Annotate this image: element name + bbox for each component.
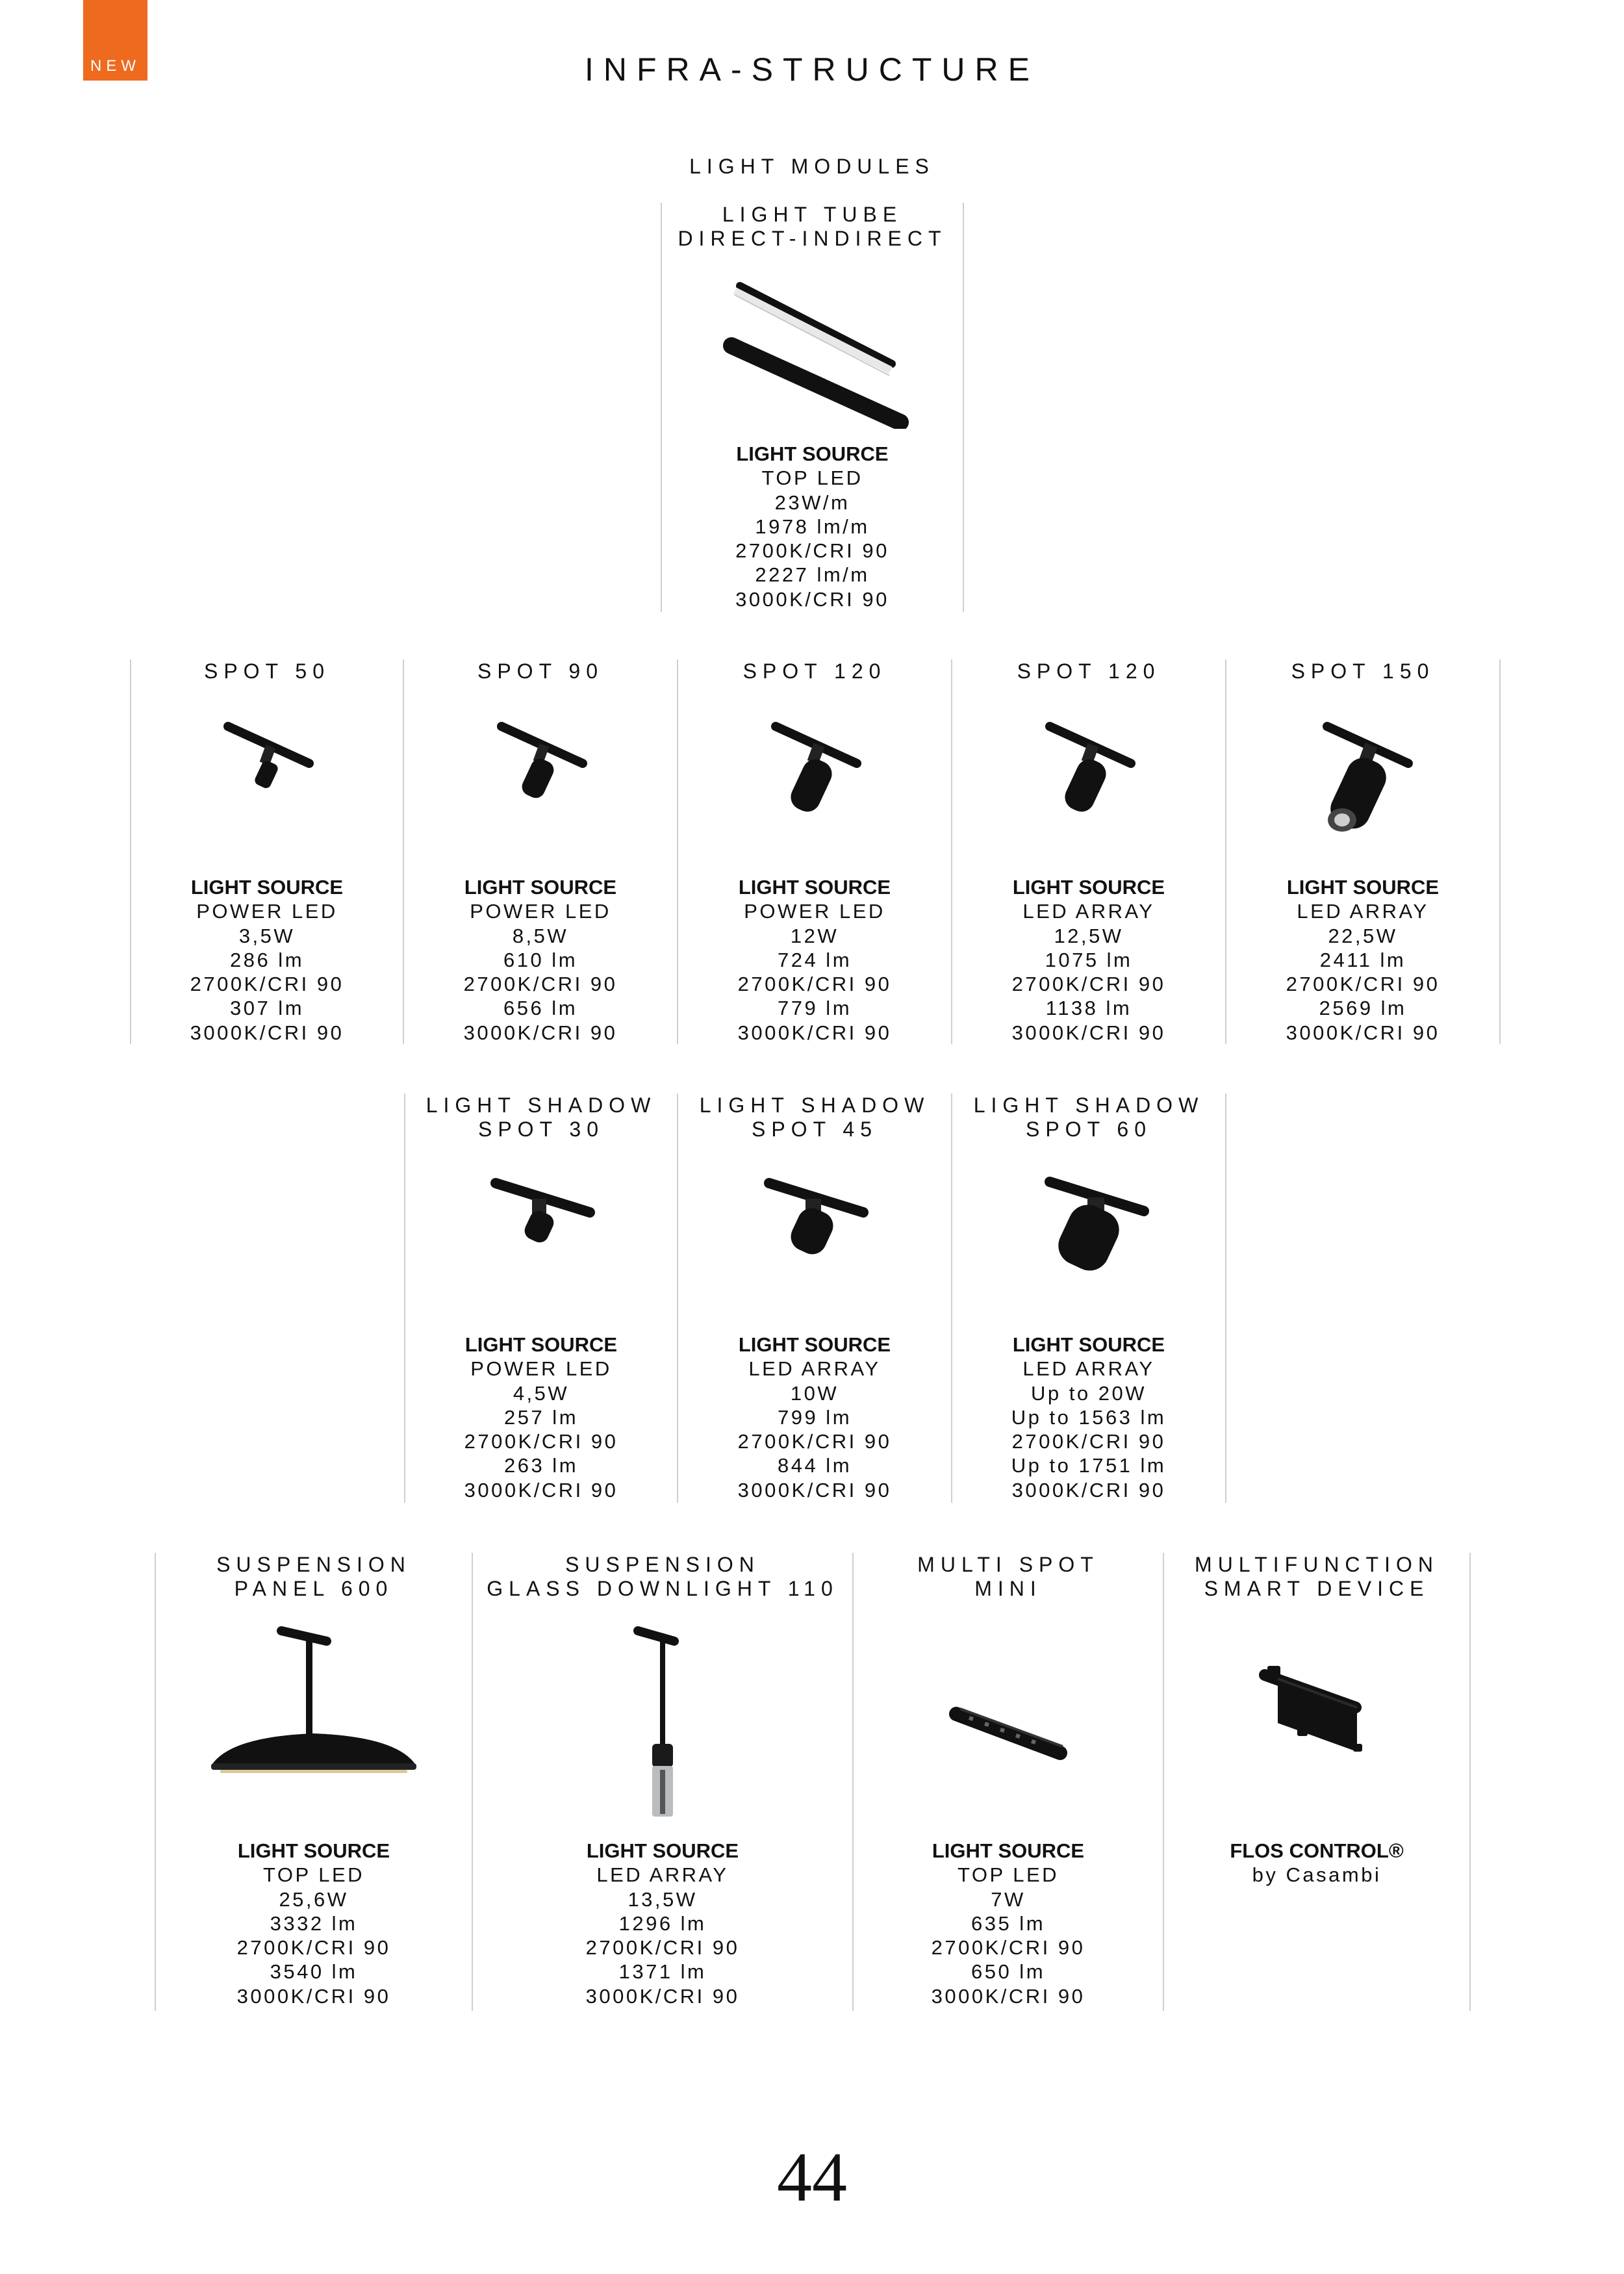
- product-suspension-panel-600: [155, 1553, 473, 2011]
- product-name: SPOT 120: [1017, 659, 1161, 683]
- page-number: 44: [777, 2139, 847, 2216]
- product-specs: FLOS CONTROL® by Casambi: [1230, 1839, 1404, 1887]
- product-name: SPOT 150: [1291, 659, 1435, 683]
- product-name: LIGHT SHADOW SPOT 45: [699, 1093, 930, 1141]
- product-specs: LIGHT SOURCE TOP LED 25,6W 3332 lm 2700K/CRI 90 3540 lm 3000K/CRI 90: [236, 1839, 391, 2008]
- product-specs: LIGHT SOURCE LED ARRAY 22,5W 2411 lm 2700K/CRI 90 2569 lm 3000K/CRI 90: [1286, 876, 1440, 1044]
- product-suspension-glass-downlight-110: [473, 1553, 854, 2011]
- spot-90-image: [404, 708, 677, 812]
- spot-50-image: [131, 708, 403, 806]
- multi-spot-mini-image: [854, 1623, 1163, 1779]
- spot-120-array-image: [952, 708, 1225, 825]
- page-title: INFRA-STRUCTURE: [585, 51, 1039, 88]
- product-name: SPOT 120: [742, 659, 887, 683]
- product-specs: LIGHT SOURCE POWER LED 4,5W 257 lm 2700K/CRI 90 263 lm 3000K/CRI 90: [464, 1333, 618, 1501]
- product-light-tube: [661, 203, 964, 612]
- product-name: SPOT 90: [477, 659, 604, 683]
- product-multifunction-smart-device: [1164, 1553, 1471, 2011]
- product-name: MULTIFUNCTION SMART DEVICE: [1195, 1553, 1439, 1600]
- product-specs: LIGHT SOURCE POWER LED 12W 724 lm 2700K/CRI 90 779 lm 3000K/CRI 90: [737, 876, 892, 1044]
- product-specs: LIGHT SOURCE LED ARRAY 12,5W 1075 lm 2700K/CRI 90 1138 lm 3000K/CRI 90: [1011, 876, 1166, 1044]
- product-spot-150: [1226, 659, 1501, 1044]
- product-spot-120-array: [952, 659, 1226, 1044]
- product-name: LIGHT SHADOW SPOT 30: [425, 1093, 657, 1141]
- section-title: LIGHT MODULES: [689, 155, 935, 178]
- product-name: SUSPENSION PANEL 600: [216, 1553, 411, 1600]
- product-specs: LIGHT SOURCE TOP LED 23W/m 1978 lm/m 2700K/CRI 90 2227 lm/m 3000K/CRI 90: [735, 442, 889, 611]
- light-shadow-60-image: [952, 1164, 1225, 1287]
- product-specs: LIGHT SOURCE LED ARRAY Up to 20W Up to 1563 lm 2700K/CRI 90 Up to 1751 lm 3000K/CRI 90: [1011, 1333, 1167, 1501]
- product-name: LIGHT SHADOW SPOT 60: [973, 1093, 1204, 1141]
- product-name: SUSPENSION GLASS DOWNLIGHT 110: [487, 1553, 839, 1600]
- light-tube-image: [662, 273, 963, 429]
- product-light-shadow-30: [404, 1093, 678, 1503]
- new-badge-label: NEW: [90, 57, 140, 75]
- smart-device-image: [1164, 1623, 1469, 1779]
- product-specs: LIGHT SOURCE TOP LED 7W 635 lm 2700K/CRI 90 650 lm 3000K/CRI 90: [931, 1839, 1085, 2008]
- product-name: SPOT 50: [203, 659, 331, 683]
- product-specs: LIGHT SOURCE LED ARRAY 10W 799 lm 2700K/CRI 90 844 lm 3000K/CRI 90: [737, 1333, 892, 1501]
- glass-downlight-image: [473, 1623, 852, 1818]
- product-name: LIGHT TUBE DIRECT-INDIRECT: [678, 203, 947, 250]
- product-specs: LIGHT SOURCE POWER LED 3,5W 286 lm 2700K/CRI 90 307 lm 3000K/CRI 90: [190, 876, 344, 1044]
- suspension-panel-image: [156, 1623, 472, 1785]
- product-specs: LIGHT SOURCE POWER LED 8,5W 610 lm 2700K/CRI 90 656 lm 3000K/CRI 90: [463, 876, 618, 1044]
- product-multi-spot-mini: [854, 1553, 1164, 2011]
- product-light-shadow-45: [678, 1093, 952, 1503]
- product-spot-120-power: [678, 659, 952, 1044]
- spot-120-image: [678, 708, 951, 825]
- light-shadow-45-image: [678, 1164, 951, 1268]
- product-specs: LIGHT SOURCE LED ARRAY 13,5W 1296 lm 2700K/CRI 90 1371 lm 3000K/CRI 90: [585, 1839, 740, 2008]
- product-spot-90: [404, 659, 678, 1044]
- product-light-shadow-60: [952, 1093, 1226, 1503]
- product-name: MULTI SPOT MINI: [917, 1553, 1099, 1600]
- product-spot-50: [130, 659, 404, 1044]
- spot-150-image: [1226, 708, 1499, 838]
- light-shadow-30-image: [405, 1164, 677, 1261]
